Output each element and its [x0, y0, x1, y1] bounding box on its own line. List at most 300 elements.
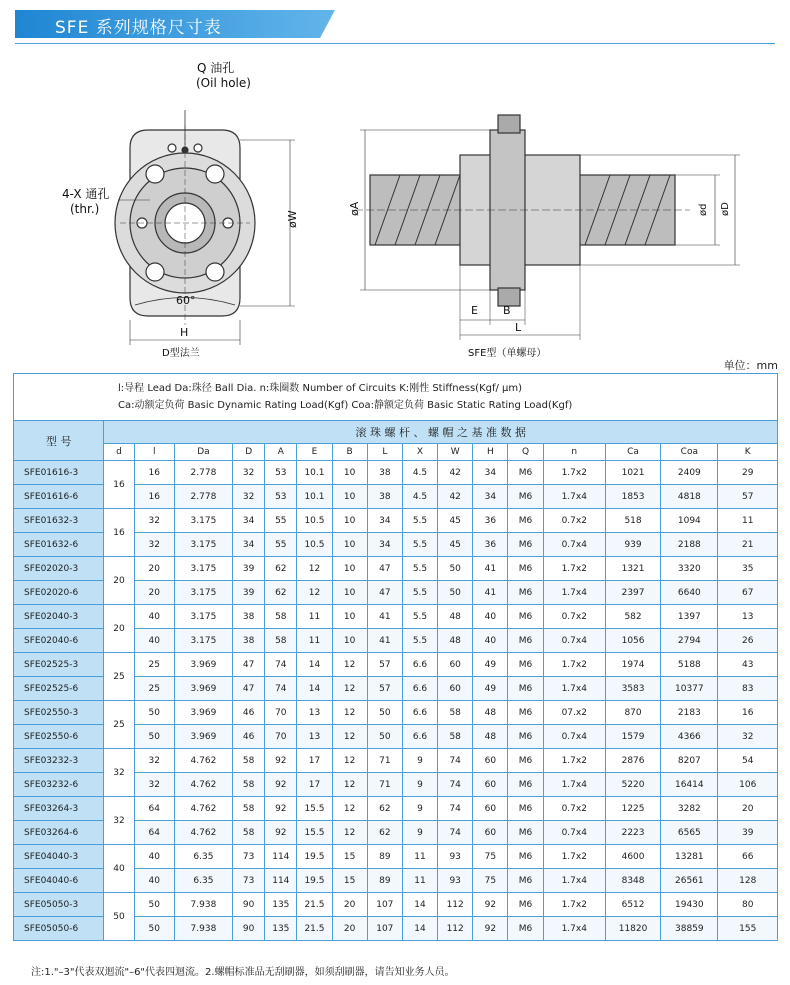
- cell-l: 32: [134, 533, 174, 557]
- cell-a: 70: [265, 701, 297, 725]
- title-divider: [15, 43, 775, 44]
- cell-b: 15: [332, 845, 367, 869]
- cell-l: 57: [367, 653, 402, 677]
- cell-coa: 2188: [661, 533, 718, 557]
- model-cell: SFE02040-3: [14, 605, 104, 629]
- cell-ca: 1021: [605, 461, 660, 485]
- cell-k: 155: [718, 917, 778, 941]
- cell-da: 3.175: [174, 605, 232, 629]
- cell-ca: 870: [605, 701, 660, 725]
- cell-da: 3.175: [174, 629, 232, 653]
- cell-coa: 13281: [661, 845, 718, 869]
- model-cell: SFE01616-3: [14, 461, 104, 485]
- cell-x: 9: [402, 821, 437, 845]
- cell-d: 58: [233, 773, 265, 797]
- w-dimension-label: øW: [286, 210, 299, 228]
- cell-q: M6: [508, 653, 543, 677]
- model-cell: SFE02525-6: [14, 677, 104, 701]
- unit-label: 单位：mm: [723, 359, 778, 372]
- cell-q: M6: [508, 701, 543, 725]
- cell-h: 48: [473, 701, 508, 725]
- table-row: [14, 461, 778, 485]
- cell-da: 6.35: [174, 845, 232, 869]
- cell-k: 26: [718, 629, 778, 653]
- cell-d: 34: [233, 509, 265, 533]
- cell-ca: 11820: [605, 917, 660, 941]
- cell-b: 10: [332, 581, 367, 605]
- cell-d: 16: [104, 509, 134, 557]
- cell-ca: 2223: [605, 821, 660, 845]
- hole-bottom-left: [146, 263, 164, 281]
- cell-h: 34: [473, 461, 508, 485]
- cell-w: 50: [438, 557, 473, 581]
- cell-k: 39: [718, 821, 778, 845]
- cell-da: 7.938: [174, 893, 232, 917]
- cell-q: M6: [508, 629, 543, 653]
- b-dimension-label: B: [503, 304, 511, 317]
- cell-l: 20: [134, 557, 174, 581]
- cell-a: 62: [265, 581, 297, 605]
- cell-w: 74: [438, 749, 473, 773]
- cell-b: 10: [332, 533, 367, 557]
- cell-k: 67: [718, 581, 778, 605]
- cell-l: 50: [134, 893, 174, 917]
- cell-h: 48: [473, 725, 508, 749]
- column-header-d: d: [104, 444, 134, 461]
- cell-q: M6: [508, 533, 543, 557]
- cell-coa: 38859: [661, 917, 718, 941]
- cell-l: 38: [367, 485, 402, 509]
- cell-e: 13: [297, 725, 332, 749]
- cell-h: 41: [473, 557, 508, 581]
- column-header-b: B: [332, 444, 367, 461]
- cell-k: 57: [718, 485, 778, 509]
- cell-ca: 6512: [605, 893, 660, 917]
- cell-coa: 1094: [661, 509, 718, 533]
- model-cell: SFE02040-6: [14, 629, 104, 653]
- cell-x: 9: [402, 797, 437, 821]
- cell-l: 41: [367, 629, 402, 653]
- cell-l: 25: [134, 677, 174, 701]
- cell-w: 112: [438, 917, 473, 941]
- cell-a: 58: [265, 629, 297, 653]
- cell-w: 93: [438, 845, 473, 869]
- column-header-row: [14, 444, 778, 461]
- technical-drawing: [0, 50, 790, 370]
- cell-e: 10.5: [297, 509, 332, 533]
- cell-e: 11: [297, 605, 332, 629]
- cell-n: 0.7x2: [543, 509, 605, 533]
- cell-q: M6: [508, 485, 543, 509]
- cell-e: 17: [297, 773, 332, 797]
- cell-d: 58: [233, 797, 265, 821]
- cell-coa: 2183: [661, 701, 718, 725]
- cell-d: 16: [104, 461, 134, 509]
- cell-da: 3.969: [174, 653, 232, 677]
- cell-h: 49: [473, 653, 508, 677]
- hole-top-left: [146, 165, 164, 183]
- cell-x: 9: [402, 773, 437, 797]
- cell-a: 55: [265, 533, 297, 557]
- table-row: [14, 701, 778, 725]
- cell-k: 83: [718, 677, 778, 701]
- cell-w: 112: [438, 893, 473, 917]
- cell-h: 60: [473, 821, 508, 845]
- table-row: [14, 845, 778, 869]
- cell-a: 135: [265, 893, 297, 917]
- cell-a: 92: [265, 797, 297, 821]
- cell-l: 25: [134, 653, 174, 677]
- cell-k: 29: [718, 461, 778, 485]
- model-cell: SFE04040-6: [14, 869, 104, 893]
- cell-n: 1.7x4: [543, 581, 605, 605]
- cell-ca: 2876: [605, 749, 660, 773]
- cell-d: 50: [104, 893, 134, 941]
- cell-da: 3.969: [174, 725, 232, 749]
- legend-line-2: Ca:动额定负荷 Basic Dynamic Rating Load(Kgf) Coa:静额定负荷 Basic Static Rating Load(Kgf): [118, 400, 573, 411]
- cell-e: 19.5: [297, 869, 332, 893]
- cell-d: 46: [233, 725, 265, 749]
- cell-da: 3.175: [174, 509, 232, 533]
- cell-b: 15: [332, 869, 367, 893]
- cell-l: 16: [134, 485, 174, 509]
- cell-l: 32: [134, 749, 174, 773]
- cell-l: 50: [367, 701, 402, 725]
- cell-x: 4.5: [402, 461, 437, 485]
- cell-l: 20: [134, 581, 174, 605]
- model-cell: SFE03264-6: [14, 821, 104, 845]
- cell-h: 60: [473, 749, 508, 773]
- cell-d: 25: [104, 653, 134, 701]
- cell-b: 10: [332, 485, 367, 509]
- hole-top-right: [206, 165, 224, 183]
- cell-coa: 10377: [661, 677, 718, 701]
- cell-q: M6: [508, 461, 543, 485]
- cell-n: 0.7x2: [543, 605, 605, 629]
- D-dimension-label: øD: [720, 202, 731, 216]
- cell-da: 3.969: [174, 677, 232, 701]
- page-title: SFE 系列规格尺寸表: [55, 18, 222, 38]
- cell-b: 10: [332, 605, 367, 629]
- cell-coa: 16414: [661, 773, 718, 797]
- cell-coa: 26561: [661, 869, 718, 893]
- cell-l: 62: [367, 797, 402, 821]
- model-cell: SFE03232-3: [14, 749, 104, 773]
- l-dimension-label: L: [515, 321, 522, 334]
- column-header-da: Da: [174, 444, 232, 461]
- table-row: [14, 893, 778, 917]
- cell-d: 46: [233, 701, 265, 725]
- cell-h: 75: [473, 869, 508, 893]
- cell-l: 57: [367, 677, 402, 701]
- cell-b: 10: [332, 629, 367, 653]
- cell-d: 32: [233, 485, 265, 509]
- cell-da: 3.175: [174, 557, 232, 581]
- cell-q: M6: [508, 749, 543, 773]
- cell-l: 32: [134, 509, 174, 533]
- cell-h: 92: [473, 893, 508, 917]
- cell-coa: 19430: [661, 893, 718, 917]
- cell-k: 80: [718, 893, 778, 917]
- cell-e: 12: [297, 581, 332, 605]
- cell-d: 90: [233, 917, 265, 941]
- oil-hole-en-label: (Oil hole): [196, 76, 251, 90]
- table-row: [14, 797, 778, 821]
- cell-x: 5.5: [402, 581, 437, 605]
- cell-da: 4.762: [174, 749, 232, 773]
- title-banner: [15, 10, 335, 38]
- model-cell: SFE03264-3: [14, 797, 104, 821]
- cell-x: 6.6: [402, 701, 437, 725]
- model-cell: SFE01632-3: [14, 509, 104, 533]
- cell-da: 3.969: [174, 701, 232, 725]
- cell-w: 60: [438, 677, 473, 701]
- cell-e: 10.1: [297, 461, 332, 485]
- oil-hole-cn-label: Q 油孔: [197, 61, 235, 75]
- cell-a: 92: [265, 749, 297, 773]
- cell-x: 11: [402, 845, 437, 869]
- table-legend: [14, 374, 778, 421]
- table-row: [14, 653, 778, 677]
- table-row: [14, 557, 778, 581]
- cell-l: 40: [134, 629, 174, 653]
- a-dimension-label: øA: [348, 201, 361, 216]
- model-cell: SFE01616-6: [14, 485, 104, 509]
- cell-n: 0.7x4: [543, 725, 605, 749]
- cell-l: 50: [367, 725, 402, 749]
- cell-n: 1.7x4: [543, 917, 605, 941]
- cell-e: 21.5: [297, 917, 332, 941]
- cell-da: 4.762: [174, 773, 232, 797]
- cell-w: 42: [438, 461, 473, 485]
- cell-n: 1.7x4: [543, 773, 605, 797]
- cell-a: 92: [265, 821, 297, 845]
- model-cell: SFE04040-3: [14, 845, 104, 869]
- cell-da: 2.778: [174, 485, 232, 509]
- cell-l: 89: [367, 845, 402, 869]
- cell-x: 4.5: [402, 485, 437, 509]
- cell-b: 12: [332, 677, 367, 701]
- cell-w: 45: [438, 509, 473, 533]
- cell-x: 5.5: [402, 509, 437, 533]
- cell-a: 135: [265, 917, 297, 941]
- cell-q: M6: [508, 677, 543, 701]
- cell-w: 93: [438, 869, 473, 893]
- d-dimension-label: ød: [698, 203, 709, 216]
- cell-w: 74: [438, 797, 473, 821]
- model-cell: SFE05050-3: [14, 893, 104, 917]
- cell-n: 0.7x2: [543, 797, 605, 821]
- cell-h: 75: [473, 845, 508, 869]
- cell-k: 20: [718, 797, 778, 821]
- legend-line-1: l:导程 Lead Da:珠径 Ball Dia. n:珠圈数 Number of Circuits K:刚性 Stiffness(Kgf/ μm): [118, 383, 523, 394]
- oil-nipple-top: [498, 115, 520, 133]
- cell-x: 5.5: [402, 557, 437, 581]
- cell-n: 1.7x4: [543, 677, 605, 701]
- cell-ca: 582: [605, 605, 660, 629]
- cell-l: 40: [134, 845, 174, 869]
- cell-q: M6: [508, 605, 543, 629]
- cell-b: 10: [332, 557, 367, 581]
- column-header-n: n: [543, 444, 605, 461]
- footnote: 注:1."–3"代表双迴流"–6"代表四迴流。2.螺帽标准品无刮刷器，如须刮刷器，请告知业务人员。: [31, 967, 455, 978]
- cell-n: 0.7x4: [543, 629, 605, 653]
- cell-ca: 2397: [605, 581, 660, 605]
- cell-x: 14: [402, 917, 437, 941]
- cell-d: 32: [104, 797, 134, 845]
- cell-coa: 4818: [661, 485, 718, 509]
- cell-e: 21.5: [297, 893, 332, 917]
- cell-w: 58: [438, 701, 473, 725]
- cell-e: 12: [297, 557, 332, 581]
- cell-l: 107: [367, 917, 402, 941]
- cell-e: 15.5: [297, 821, 332, 845]
- cell-q: M6: [508, 773, 543, 797]
- cell-b: 12: [332, 821, 367, 845]
- cell-k: 35: [718, 557, 778, 581]
- cell-w: 74: [438, 821, 473, 845]
- cell-ca: 939: [605, 533, 660, 557]
- cell-l: 16: [134, 461, 174, 485]
- model-cell: SFE01632-6: [14, 533, 104, 557]
- cell-e: 15.5: [297, 797, 332, 821]
- cell-a: 92: [265, 773, 297, 797]
- cell-x: 14: [402, 893, 437, 917]
- cell-b: 12: [332, 725, 367, 749]
- cell-w: 48: [438, 605, 473, 629]
- cell-x: 5.5: [402, 605, 437, 629]
- thr-en-label: (thr.): [70, 202, 100, 216]
- spec-table: [13, 373, 778, 941]
- cell-n: 0.7x4: [543, 533, 605, 557]
- cell-a: 114: [265, 869, 297, 893]
- model-cell: SFE02020-6: [14, 581, 104, 605]
- cell-k: 128: [718, 869, 778, 893]
- cell-q: M6: [508, 821, 543, 845]
- cell-a: 55: [265, 509, 297, 533]
- cell-k: 16: [718, 701, 778, 725]
- cell-da: 4.762: [174, 821, 232, 845]
- cell-d: 47: [233, 653, 265, 677]
- cell-ca: 5220: [605, 773, 660, 797]
- cell-b: 10: [332, 509, 367, 533]
- cell-e: 14: [297, 677, 332, 701]
- cell-d: 20: [104, 605, 134, 653]
- drawing-canvas: [0, 50, 790, 370]
- cell-a: 62: [265, 557, 297, 581]
- cell-x: 6.6: [402, 677, 437, 701]
- cell-k: 13: [718, 605, 778, 629]
- column-header-ca: Ca: [605, 444, 660, 461]
- model-cell: SFE03232-6: [14, 773, 104, 797]
- cell-d: 73: [233, 845, 265, 869]
- cell-coa: 4366: [661, 725, 718, 749]
- cell-x: 6.6: [402, 653, 437, 677]
- cell-w: 48: [438, 629, 473, 653]
- cell-ca: 1579: [605, 725, 660, 749]
- cell-l: 41: [367, 605, 402, 629]
- cell-e: 11: [297, 629, 332, 653]
- cell-e: 10.5: [297, 533, 332, 557]
- cell-ca: 1974: [605, 653, 660, 677]
- cell-l: 47: [367, 581, 402, 605]
- cell-h: 60: [473, 773, 508, 797]
- cell-q: M6: [508, 557, 543, 581]
- cell-da: 2.778: [174, 461, 232, 485]
- cell-x: 9: [402, 749, 437, 773]
- cell-coa: 2409: [661, 461, 718, 485]
- cell-w: 45: [438, 533, 473, 557]
- cell-l: 64: [134, 797, 174, 821]
- cell-da: 6.35: [174, 869, 232, 893]
- cell-l: 40: [134, 869, 174, 893]
- column-header-l: L: [367, 444, 402, 461]
- cell-d: 38: [233, 605, 265, 629]
- cell-l: 71: [367, 773, 402, 797]
- cell-l: 50: [134, 701, 174, 725]
- cell-l: 89: [367, 869, 402, 893]
- cell-e: 13: [297, 701, 332, 725]
- cell-l: 38: [367, 461, 402, 485]
- cell-a: 70: [265, 725, 297, 749]
- cell-q: M6: [508, 845, 543, 869]
- cell-b: 12: [332, 701, 367, 725]
- cell-d: 34: [233, 533, 265, 557]
- cell-k: 54: [718, 749, 778, 773]
- cell-n: 1.7x4: [543, 869, 605, 893]
- column-header-l: l: [134, 444, 174, 461]
- cell-d: 40: [104, 845, 134, 893]
- cell-n: 1.7x2: [543, 845, 605, 869]
- cell-n: 1.7x2: [543, 557, 605, 581]
- cell-e: 10.1: [297, 485, 332, 509]
- cell-l: 47: [367, 557, 402, 581]
- column-header-k: K: [718, 444, 778, 461]
- cell-n: 1.7x4: [543, 485, 605, 509]
- cell-h: 36: [473, 533, 508, 557]
- cell-l: 40: [134, 605, 174, 629]
- cell-d: 39: [233, 557, 265, 581]
- cell-ca: 1056: [605, 629, 660, 653]
- cell-d: 58: [233, 821, 265, 845]
- cell-n: 1.7x2: [543, 653, 605, 677]
- h-dimension-label: H: [180, 326, 189, 339]
- cell-ca: 1853: [605, 485, 660, 509]
- cell-b: 12: [332, 773, 367, 797]
- cell-h: 36: [473, 509, 508, 533]
- model-column-header: 型 号: [14, 421, 104, 461]
- group-header: 滚 珠 螺 杆 、 螺 帽 之 基 准 数 据: [104, 421, 778, 444]
- model-cell: SFE02525-3: [14, 653, 104, 677]
- cell-w: 50: [438, 581, 473, 605]
- spec-table-container: [13, 373, 778, 941]
- cell-h: 40: [473, 605, 508, 629]
- cell-q: M6: [508, 797, 543, 821]
- cell-b: 12: [332, 749, 367, 773]
- cell-l: 64: [134, 821, 174, 845]
- cell-l: 50: [134, 917, 174, 941]
- cell-coa: 3282: [661, 797, 718, 821]
- cell-d: 58: [233, 749, 265, 773]
- cell-d: 32: [104, 749, 134, 797]
- cell-q: M6: [508, 917, 543, 941]
- cell-n: 1.7x2: [543, 461, 605, 485]
- cell-l: 34: [367, 533, 402, 557]
- cell-e: 17: [297, 749, 332, 773]
- column-header-d: D: [233, 444, 265, 461]
- model-cell: SFE02550-3: [14, 701, 104, 725]
- cell-a: 74: [265, 677, 297, 701]
